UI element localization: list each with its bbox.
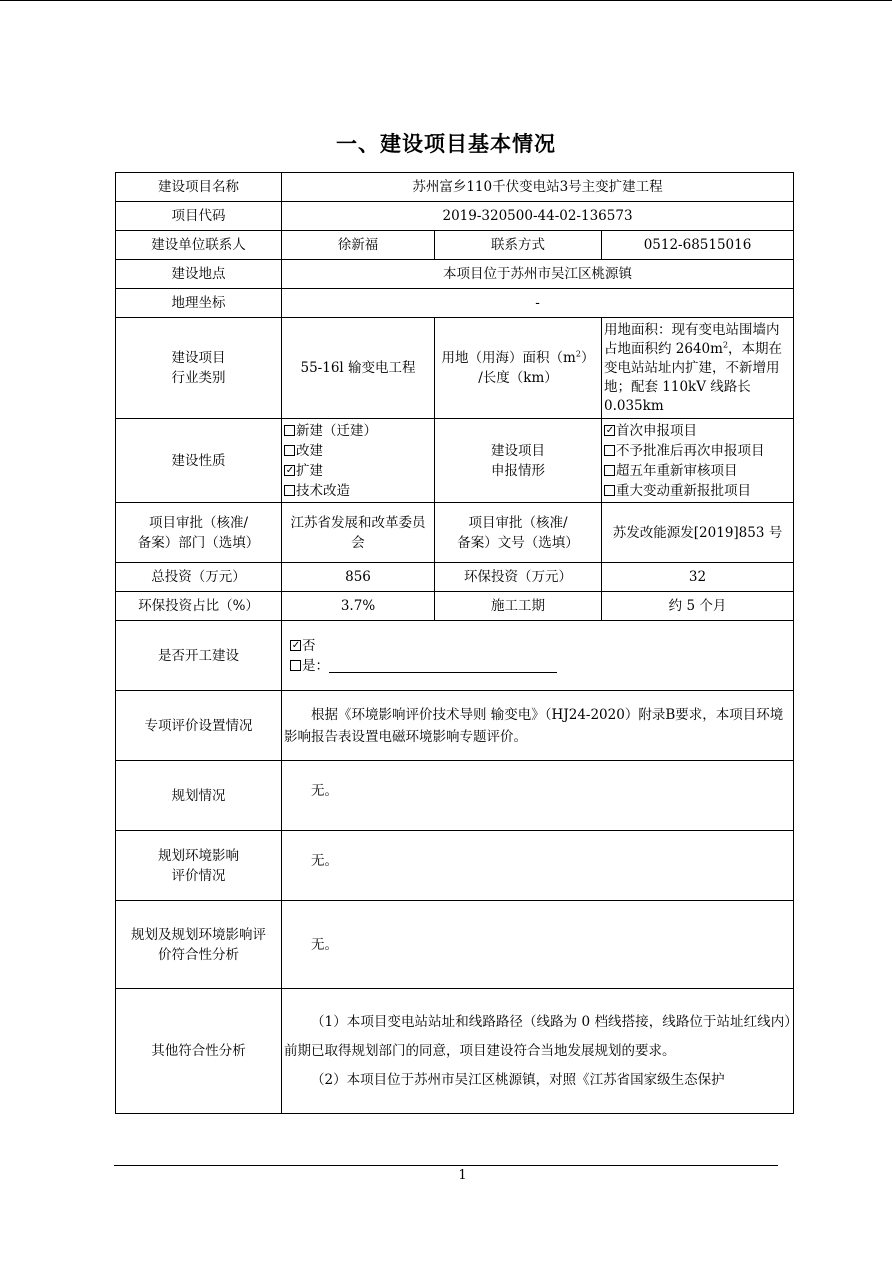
row-investment (116, 563, 794, 592)
other-conformity-para1: （1）本项目变电站站址和线路路径（线路为 0 档线搭接，线路位于站址红线内）前期已取得规划部门的同意，项目建设符合当地发展规划的要求。 (284, 1013, 792, 1059)
project-code-label: 项目代码 (116, 202, 282, 231)
checkbox-checked-icon[interactable] (604, 425, 615, 436)
declaration-option[interactable]: ✓首次申报项目 (604, 421, 791, 441)
section-title: 一、建设项目基本情况 (336, 132, 556, 156)
coords-value: - (282, 289, 794, 318)
planning-conformity-value: 无。 (282, 901, 794, 989)
started-option-no[interactable]: ✓否 (290, 636, 791, 656)
project-info-table (115, 172, 794, 1114)
industry-value: 55-16l 输变电工程 (282, 318, 435, 419)
row-project-name (116, 173, 794, 202)
nature-option[interactable]: 技术改造 (284, 481, 432, 501)
total-investment-value: 856 (282, 563, 435, 592)
checkbox-checked-icon[interactable] (290, 640, 301, 651)
checkbox-icon[interactable] (284, 445, 295, 456)
env-investment-value: 32 (602, 563, 794, 592)
row-contact (116, 231, 794, 260)
contact-label: 建设单位联系人 (116, 231, 282, 260)
row-planning (116, 761, 794, 831)
planning-value: 无。 (282, 761, 794, 831)
started-options (282, 621, 794, 691)
construction-period-value: 约 5 个月 (602, 592, 794, 621)
nature-options (282, 419, 435, 503)
page-number: 1 (458, 1168, 467, 1183)
location-value: 本项目位于苏州市吴江区桃源镇 (282, 260, 794, 289)
declaration-options (602, 419, 794, 503)
row-location (116, 260, 794, 289)
project-name-value: 苏州富乡110千伏变电站3号主变扩建工程 (282, 173, 794, 202)
row-planning-conformity (116, 901, 794, 989)
location-label: 建设地点 (116, 260, 282, 289)
contact-method-value: 0512-68515016 (602, 231, 794, 260)
industry-label: 建设项目 行业类别 (116, 318, 282, 419)
planning-eia-label: 规划环境影响 评价情况 (116, 831, 282, 901)
planning-label: 规划情况 (116, 761, 282, 831)
checkbox-icon[interactable] (604, 445, 615, 456)
footer-line (114, 1165, 778, 1166)
declaration-option[interactable]: 重大变动重新报批项目 (604, 481, 791, 501)
top-border-line (0, 0, 892, 1)
row-coords (116, 289, 794, 318)
land-area-value: 用地面积：现有变电站围墙内占地面积约 $2640m^2$，本期在变电站站址内扩建，不新增用地；配套 110kV 线路长 0.035km (602, 318, 794, 419)
other-conformity-para2: （2）本项目位于苏州市吴江区桃源镇，对照《江苏省国家级生态保护 (311, 1071, 725, 1088)
project-name-label: 建设项目名称 (116, 173, 282, 202)
env-investment-label: 环保投资（万元） (435, 563, 602, 592)
checkbox-icon[interactable] (284, 485, 295, 496)
approval-number-label: 项目审批（核准/ 备案）文号（选填） (435, 503, 602, 563)
contact-value: 徐新福 (282, 231, 435, 260)
row-project-code (116, 202, 794, 231)
row-started (116, 621, 794, 691)
checkbox-icon[interactable] (604, 465, 615, 476)
special-eval-label: 专项评价设置情况 (116, 691, 282, 761)
row-planning-eia (116, 831, 794, 901)
land-area-label: 用地（用海）面积$(m^2)$ /长度（km） (435, 318, 602, 419)
row-nature (116, 419, 794, 503)
env-ratio-value: 3.7% (282, 592, 435, 621)
approval-dept-label: 项目审批（核准/ 备案）部门（选填） (116, 503, 282, 563)
started-label: 是否开工建设 (116, 621, 282, 691)
checkbox-checked-icon[interactable] (284, 465, 295, 476)
row-ratio (116, 592, 794, 621)
row-special-eval (116, 691, 794, 761)
declaration-option[interactable]: 超五年重新审核项目 (604, 461, 791, 481)
checkbox-icon[interactable] (604, 485, 615, 496)
started-option-yes[interactable]: 是： (290, 656, 791, 676)
approval-number-value: 苏发改能源发[2019]853 号 (602, 503, 794, 563)
construction-period-label: 施工工期 (435, 592, 602, 621)
project-code-value: 2019-320500-44-02-136573 (282, 202, 794, 231)
nature-option[interactable]: 改建 (284, 441, 432, 461)
checkbox-icon[interactable] (284, 425, 295, 436)
nature-label: 建设性质 (116, 419, 282, 503)
planning-conformity-label: 规划及规划环境影响评 价符合性分析 (116, 901, 282, 989)
blank-underline[interactable] (329, 658, 557, 673)
nature-option[interactable]: 新建（迁建） (284, 421, 432, 441)
checkbox-icon[interactable] (290, 660, 301, 671)
approval-dept-value: 江苏省发展和改革委员会 (282, 503, 435, 563)
other-conformity-label: 其他符合性分析 (116, 989, 282, 1114)
coords-label: 地理坐标 (116, 289, 282, 318)
contact-method-label: 联系方式 (435, 231, 602, 260)
other-conformity-value (282, 989, 794, 1114)
total-investment-label: 总投资（万元） (116, 563, 282, 592)
special-eval-value: 根据《环境影响评价技术导则 输变电》（HJ24-2020）附录B要求，本项目环境影响报告表设置电磁环境影响专题评价。 (282, 691, 794, 761)
env-ratio-label: 环保投资占比（%） (116, 592, 282, 621)
row-other-conformity (116, 989, 794, 1114)
planning-eia-value: 无。 (282, 831, 794, 901)
declaration-option[interactable]: 不予批准后再次申报项目 (604, 441, 791, 461)
row-approval (116, 503, 794, 563)
nature-option[interactable]: ✓扩建 (284, 461, 432, 481)
row-industry (116, 318, 794, 419)
declaration-label: 建设项目 申报情形 (435, 419, 602, 503)
